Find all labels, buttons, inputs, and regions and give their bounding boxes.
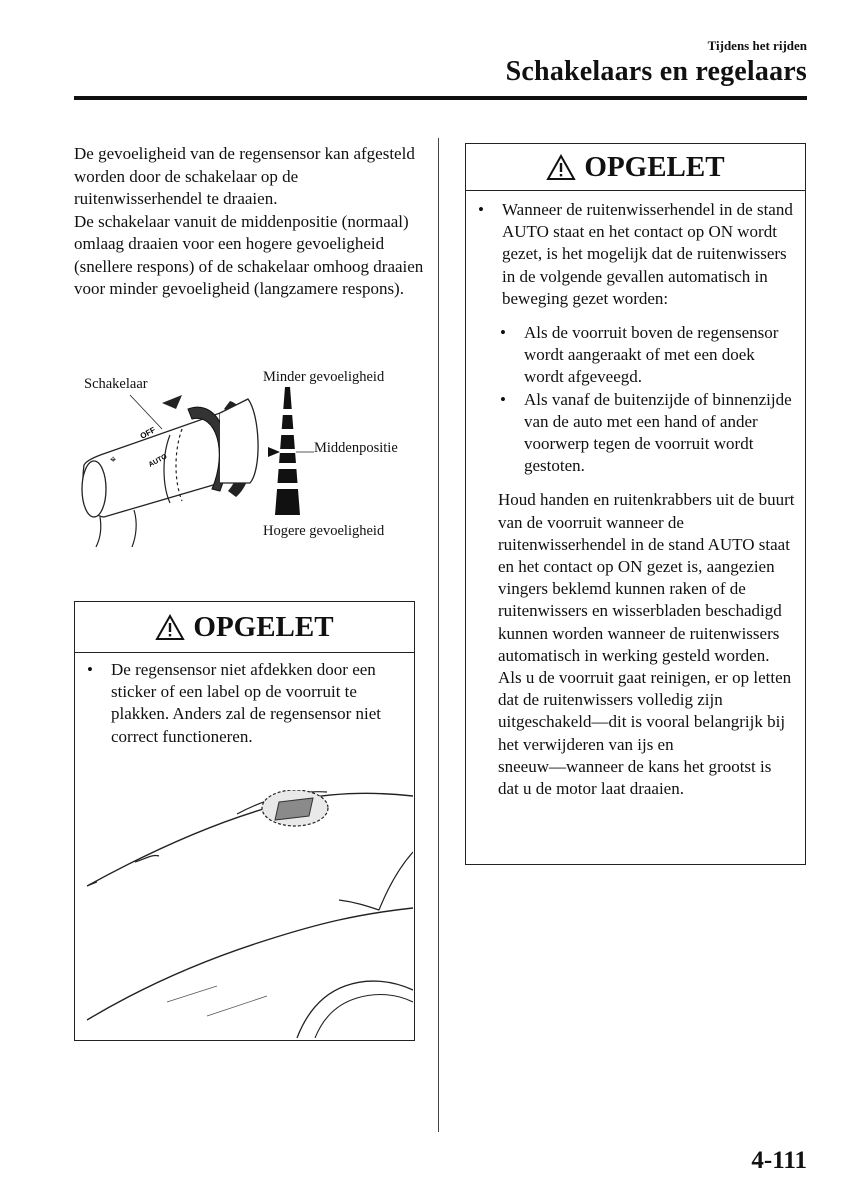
caution-bullet-text-left: De regensensor niet afdekken door een sticker of een label op de voorruit te plakken. Anders zal de regensensor niet correct functioneren.	[111, 660, 382, 746]
caution-box-right	[465, 143, 806, 865]
bullet-dot-icon: •	[478, 200, 484, 219]
windshield-figure	[87, 790, 413, 1038]
intro-paragraph-2: De schakelaar vanuit de middenpositie (normaal) omlaag draaien voor een hogere gevoeligheid (snellere respons) of de schakelaar omhoog draaien voor minder gevoeligheid (langzamere respons).	[74, 211, 424, 298]
label-switch: Schakelaar	[84, 376, 148, 392]
wiper-icon: ⌖	[110, 454, 117, 466]
sub-list-item	[500, 322, 795, 389]
windshield-rain-sensor-illustration	[87, 790, 413, 1038]
caution-heading-right	[466, 144, 805, 191]
sub-list-item	[500, 389, 795, 478]
caution-title-left: OPGELET	[193, 610, 334, 643]
sub-bullet-icon: •	[500, 389, 506, 409]
caution-paragraph-2: Als u de voorruit gaat reinigen, er op letten dat de ruitenwissers volledig zijn uitgeschakeld―dit is vooral belangrijk bij het verwijderen van ijs en sneeuw―wanneer de kans het grootst is dat u de motor laat draaien.	[498, 668, 792, 799]
intro-paragraph-1: De gevoeligheid van de regensensor kan afgesteld worden door de schakelaar op de ruitenwisserhendel te draaien.	[74, 144, 415, 208]
lever-mark-off: OFF	[138, 425, 158, 441]
caution-paragraph-1: Houd handen en ruitenkrabbers uit de buurt van de voorruit wanneer de ruitenwisserhendel in de stand AUTO staat en het contact op ON gezet is, aangezien vingers beklemd kunnen raken of de ruitenwissers en wisserbladen beschadigd kunnen worden wanneer de ruitenwissers automatisch in werking gesteld worden.	[498, 490, 795, 665]
bullet-dot-icon: •	[87, 660, 93, 679]
page-number: 4-111	[751, 1147, 807, 1174]
wiper-lever-figure	[70, 365, 430, 550]
caution-bullet-left	[87, 659, 396, 748]
caution-sub-list	[478, 322, 795, 477]
caution-heading-left	[75, 602, 414, 653]
header-rule	[74, 96, 807, 100]
caution-box-left	[74, 601, 415, 1041]
rain-sensor-icon	[275, 798, 313, 820]
sub-list-item-text: Als de voorruit boven de regensensor wordt aangeraakt of met een doek wordt afgeveegd.	[524, 323, 779, 387]
lever-mark-auto: AUTO	[147, 453, 169, 469]
caution-bullet-right	[478, 199, 795, 310]
sub-bullet-icon: •	[500, 323, 506, 343]
warning-triangle-icon	[155, 614, 185, 641]
label-less-sensitivity: Minder gevoeligheid	[263, 369, 385, 385]
sub-list-item-text: Als vanaf de buitenzijde of binnenzijde van de auto met een hand of ander voorwerp tegen de voorruit wordt gestoten.	[524, 389, 792, 476]
label-higher-sensitivity: Hogere gevoeligheid	[263, 523, 385, 539]
column-divider	[438, 138, 439, 1132]
caution-title-right: OPGELET	[584, 150, 725, 183]
section-label: Tijdens het rijden	[707, 38, 807, 53]
caution-bullet-text-right: Wanneer de ruitenwisserhendel in de stand AUTO staat en het contact op ON wordt gezet, is het mogelijk dat de ruitenwissers in de volgende gevallen automatisch in beweging gezet worden:	[502, 200, 793, 308]
page-title: Schakelaars en regelaars	[505, 56, 807, 87]
middle-position-arrow	[268, 447, 280, 457]
intro-text	[74, 143, 424, 301]
label-middle-position: Middenpositie	[314, 440, 398, 456]
warning-triangle-icon	[546, 154, 576, 181]
